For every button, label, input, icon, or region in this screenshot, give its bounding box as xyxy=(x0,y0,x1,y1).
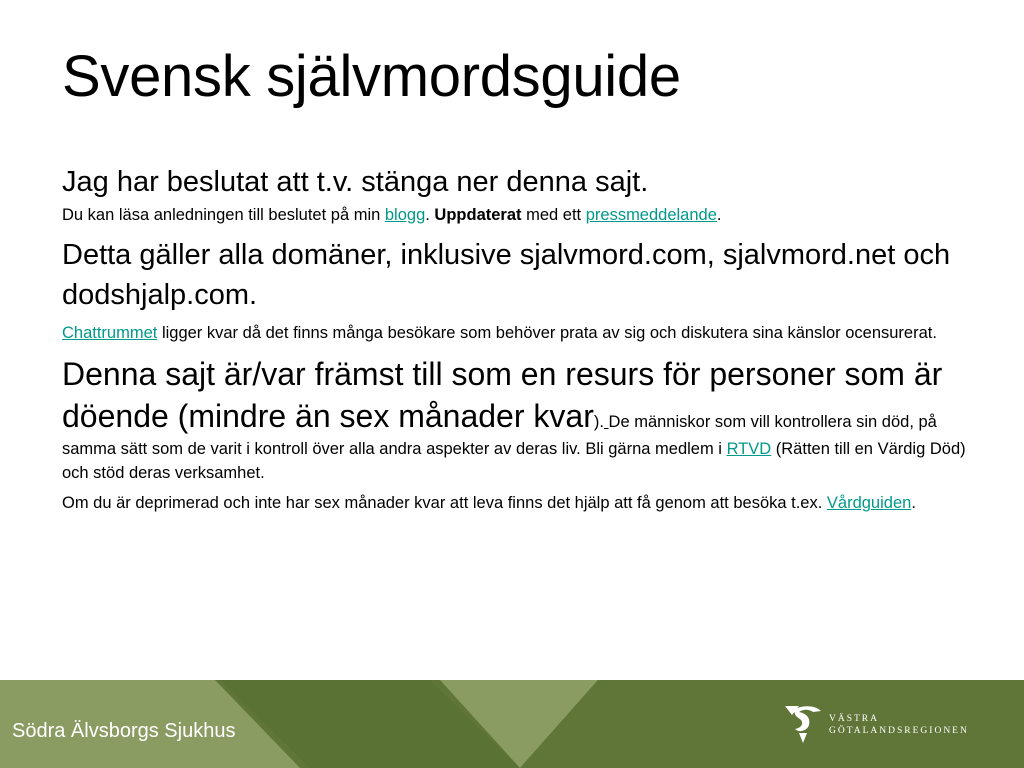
domains-paragraph: Detta gäller alla domäner, inklusive sjalvmord.com, sjalvmord.net och dodshjalp.com. xyxy=(62,239,951,311)
help-suffix: . xyxy=(911,494,916,512)
chatroom-text: ligger kvar då det finns många besökare som behöver prata av sig och diskutera sina känslor ocensurerat. xyxy=(157,324,937,342)
closing-announcement: Jag har beslutat att t.v. stänga ner denna sajt. xyxy=(62,166,649,198)
slide-content xyxy=(62,162,972,515)
purpose-text: De människor som vill kontrollera sin död, på samma sätt som de varit i kontroll över alla andra aspekter av deras liv. Bli gärna medlem i xyxy=(62,413,937,458)
press-text: med ett xyxy=(521,206,586,224)
region-logo-line1: VÄSTRA xyxy=(829,714,880,724)
purpose-lead: Denna sajt är/var främst till som en resurs för personer som är döende (mindre än sex månader kvar xyxy=(62,356,943,434)
help-text: Om du är deprimerad och inte har sex månader kvar att leva finns det hjälp att få genom att besöka t.ex. xyxy=(62,494,827,512)
purpose-close: ). xyxy=(593,413,604,431)
rtvd-text: (Rätten till en Värdig Död) och stöd deras verksamhet. xyxy=(62,440,966,482)
page-title: Svensk självmordsguide xyxy=(62,44,681,109)
blog-link[interactable]: blogg xyxy=(384,206,426,224)
purpose-paragraph xyxy=(62,353,972,485)
chatroom-link[interactable]: Chattrummet xyxy=(62,324,158,342)
blog-separator: . xyxy=(425,206,435,224)
chatroom-paragraph xyxy=(62,321,972,345)
press-release-link[interactable]: pressmeddelande xyxy=(585,206,717,224)
region-logo-text xyxy=(829,713,969,737)
rtvd-link[interactable]: RTVD xyxy=(726,440,772,458)
updated-label: Uppdaterat xyxy=(434,206,522,224)
hospital-name: Södra Älvsborgs Sjukhus xyxy=(12,720,236,742)
blog-suffix: . xyxy=(716,206,722,224)
help-paragraph xyxy=(62,491,972,515)
region-logo-line2: GÖTALANDSREGIONEN xyxy=(829,726,969,736)
vardguiden-link[interactable]: Vårdguiden xyxy=(826,494,912,512)
blog-text: Du kan läsa anledningen till beslutet på min xyxy=(62,206,385,224)
blog-paragraph xyxy=(62,203,972,227)
